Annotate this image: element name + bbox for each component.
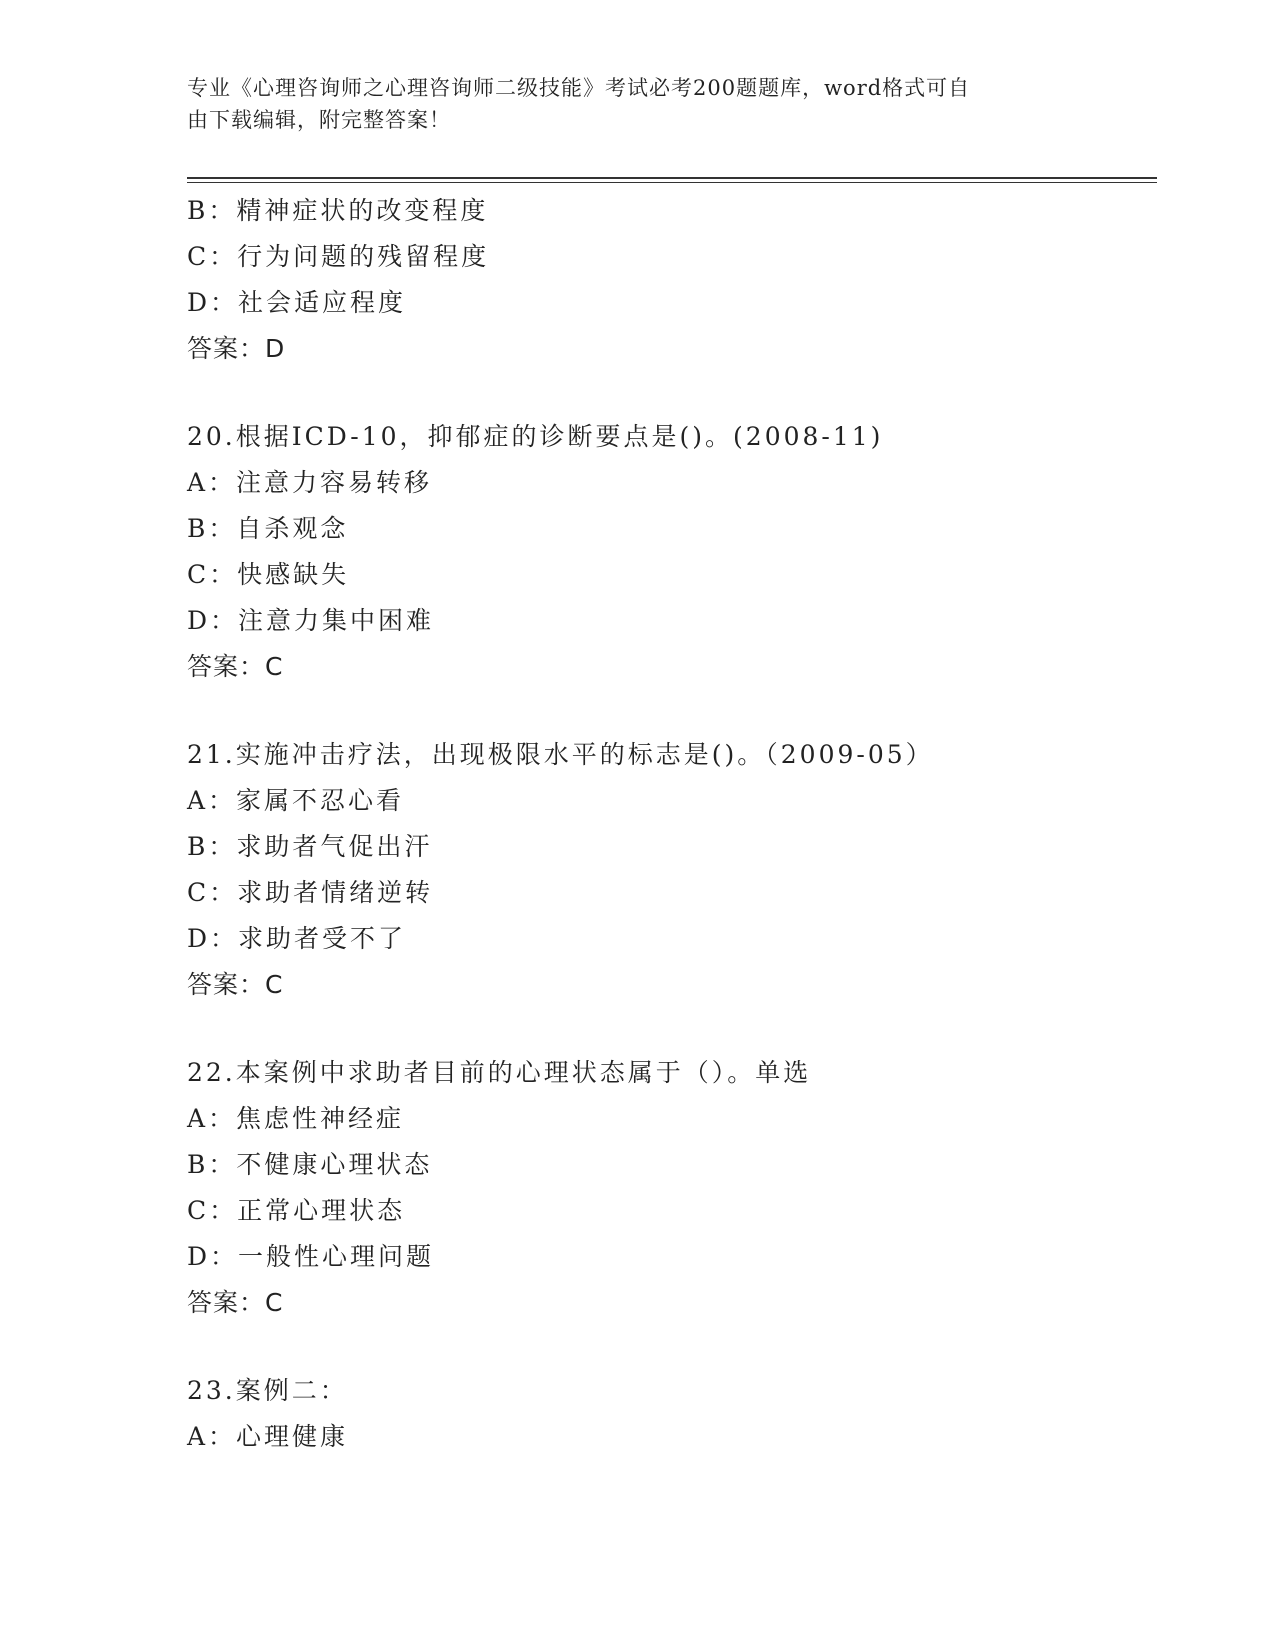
question-22	[187, 1050, 1147, 1326]
option-d: D：社会适应程度	[187, 288, 407, 317]
question-stem: 23.案例二：	[187, 1376, 348, 1405]
option-b: B：不健康心理状态	[187, 1150, 433, 1179]
question-stem: 22.本案例中求助者目前的心理状态属于（）。单选	[187, 1058, 812, 1087]
option-b: B：精神症状的改变程度	[187, 196, 489, 225]
header-line-2: 由下载编辑，附完整答案！	[187, 108, 451, 132]
question-23	[187, 1368, 1147, 1460]
answer-line: 答案：C	[187, 1288, 284, 1317]
question-list	[187, 188, 1147, 1460]
option-a: A：注意力容易转移	[187, 468, 433, 497]
question-21	[187, 732, 1147, 1008]
option-d: D：一般性心理问题	[187, 1242, 435, 1271]
question-stem: 20.根据ICD-10，抑郁症的诊断要点是()。(2008-11)	[187, 422, 884, 451]
header-line-1: 专业《心理咨询师之心理咨询师二级技能》考试必考200题题库，word格式可自	[187, 76, 971, 100]
header-divider-thick	[187, 177, 1157, 179]
option-c: C：快感缺失	[187, 560, 350, 589]
option-a: A：心理健康	[187, 1422, 349, 1451]
question-20	[187, 414, 1147, 690]
answer-line: 答案：D	[187, 334, 286, 363]
option-b: B：求助者气促出汗	[187, 832, 433, 861]
option-a: A：焦虑性神经症	[187, 1104, 405, 1133]
answer-line: 答案：C	[187, 652, 284, 681]
answer-line: 答案：C	[187, 970, 284, 999]
question-stem: 21.实施冲击疗法，出现极限水平的标志是()。（2009-05）	[187, 740, 934, 769]
option-d: D：注意力集中困难	[187, 606, 435, 635]
option-a: A：家属不忍心看	[187, 786, 405, 815]
header-divider-thin	[187, 182, 1157, 183]
option-d: D：求助者受不了	[187, 924, 407, 953]
option-c: C：正常心理状态	[187, 1196, 406, 1225]
document-header	[187, 72, 1067, 136]
option-c: C：行为问题的残留程度	[187, 242, 490, 271]
option-c: C：求助者情绪逆转	[187, 878, 434, 907]
option-b: B：自杀观念	[187, 514, 349, 543]
question-19-continued	[187, 188, 1147, 372]
